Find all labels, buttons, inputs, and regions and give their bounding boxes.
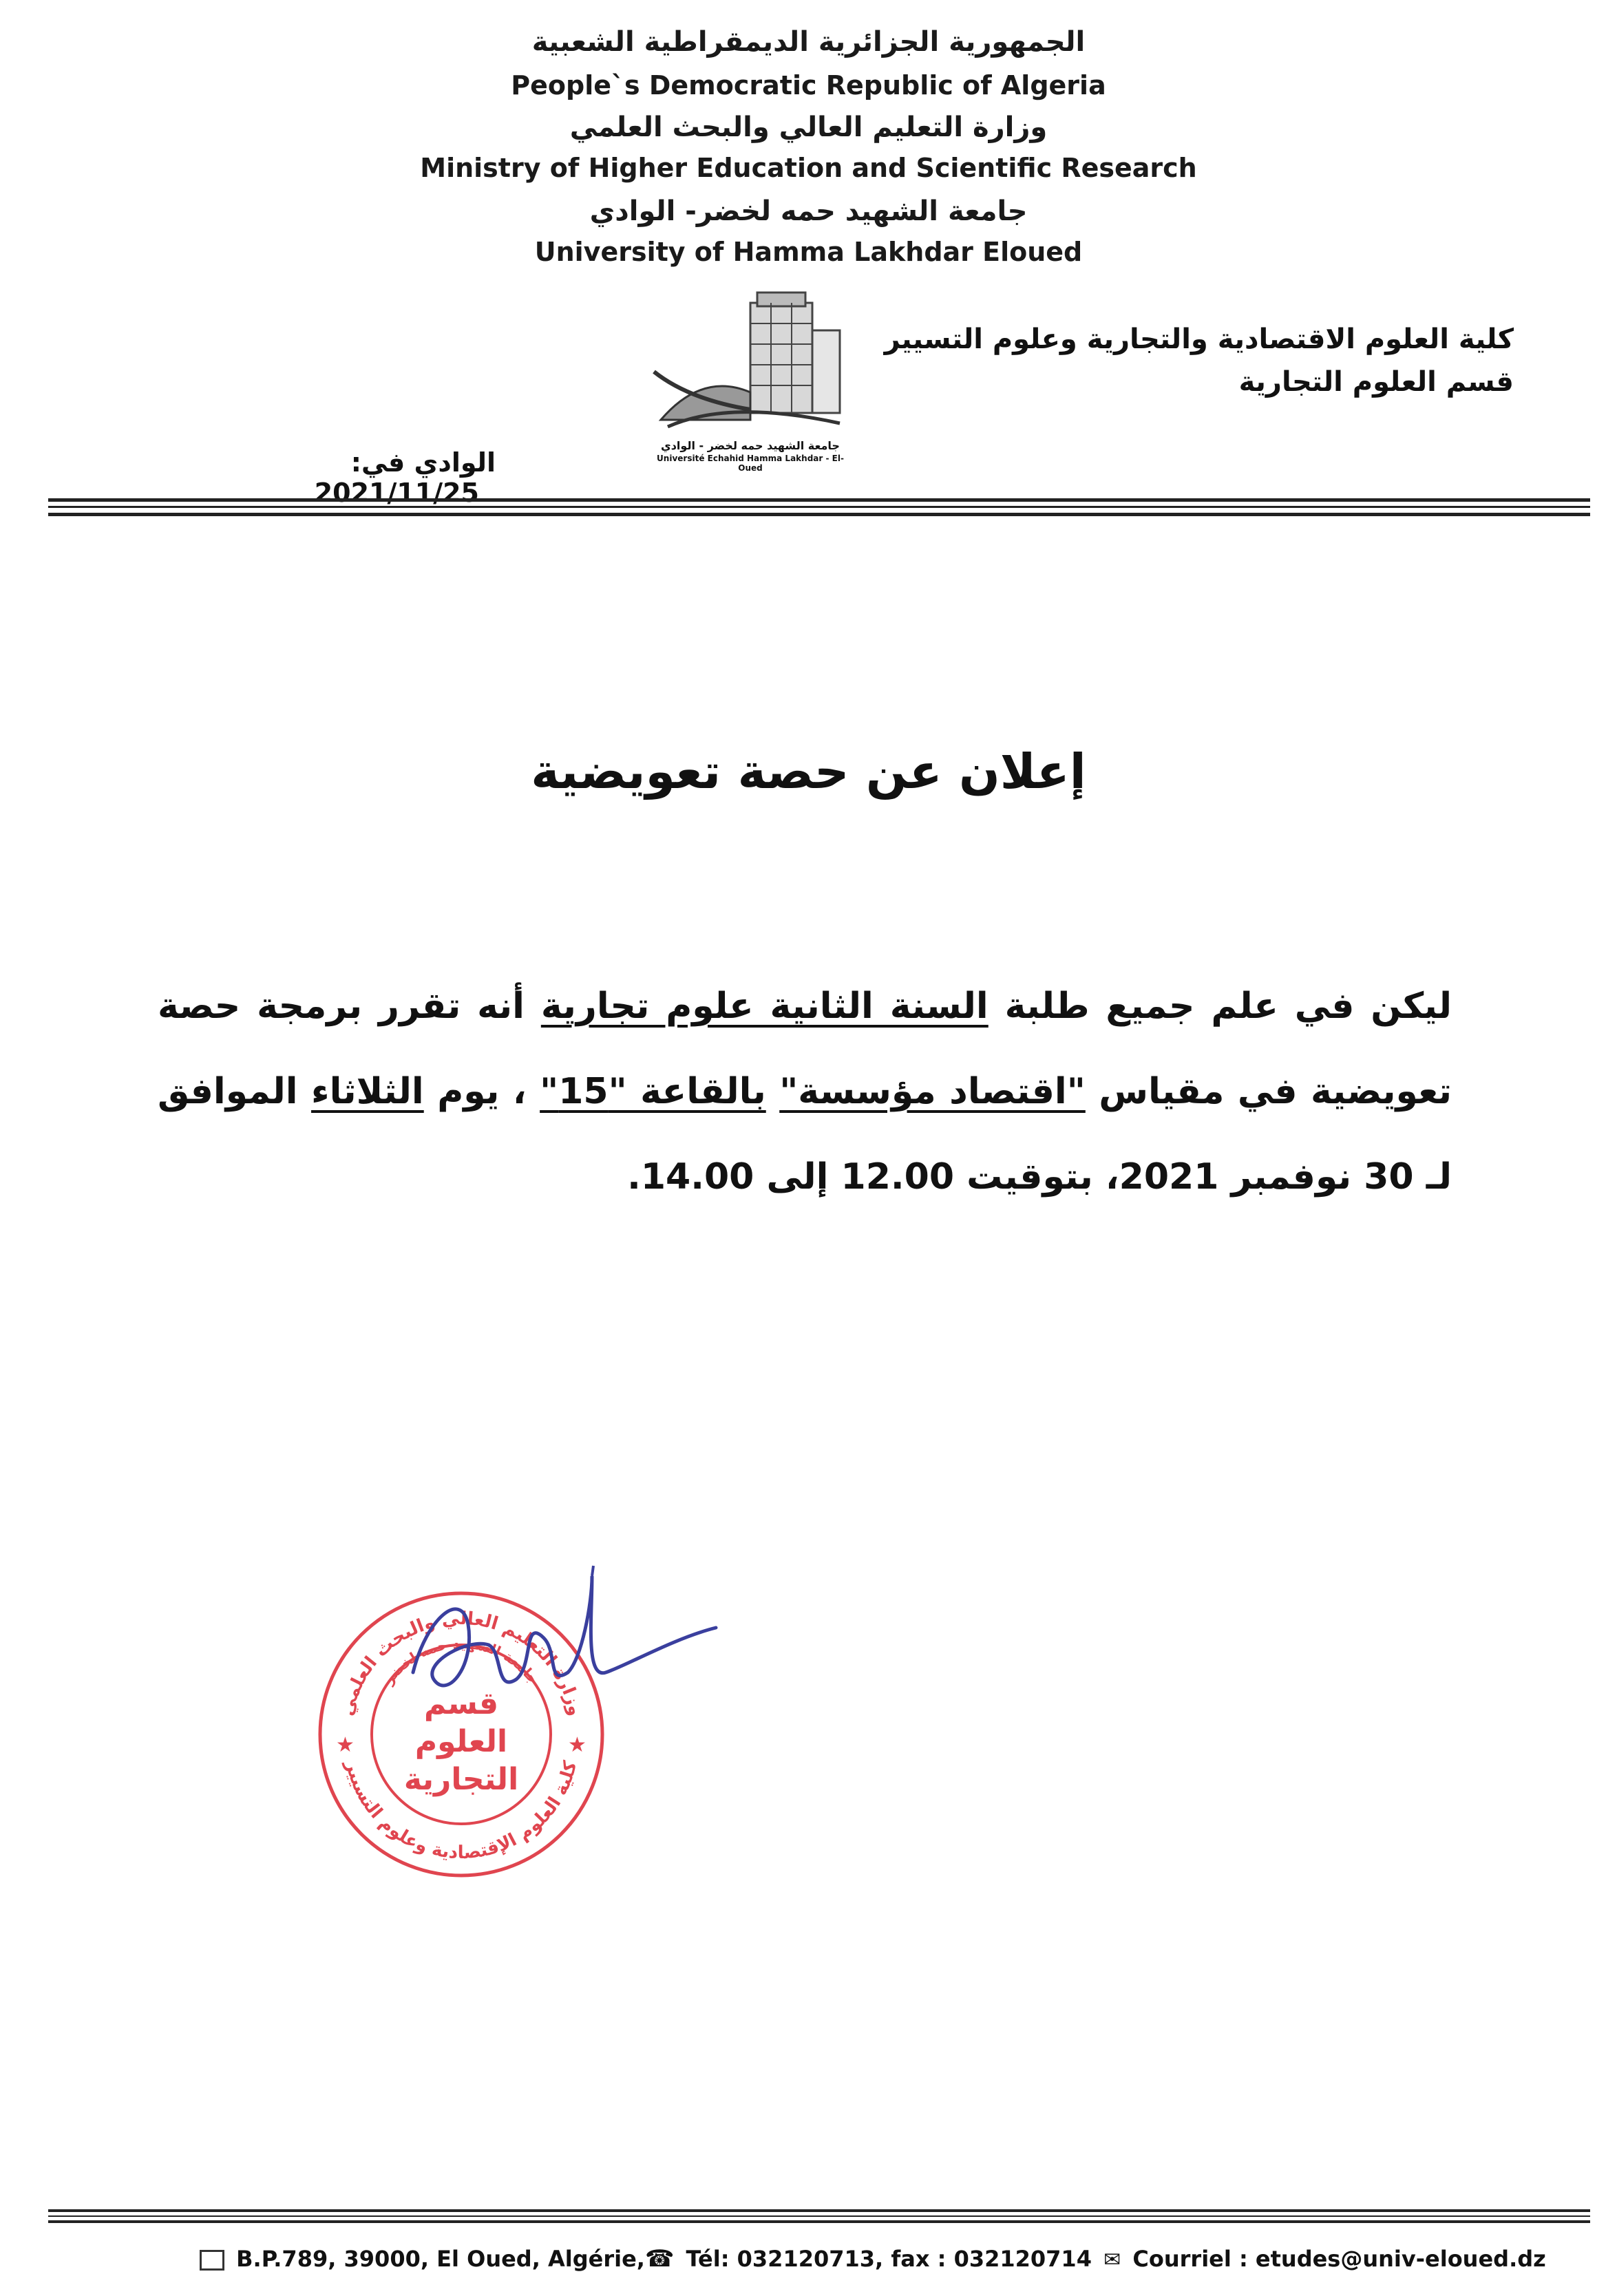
mailbox-icon — [200, 2250, 224, 2271]
footer-contact — [200, 2245, 1546, 2273]
stamp-center-line3: التجارية — [403, 1762, 519, 1797]
announcement-body — [158, 964, 1452, 1220]
department-name: قسم العلوم التجارية — [1238, 366, 1514, 398]
university-logo — [647, 289, 854, 473]
footer-address-group — [200, 2246, 645, 2272]
body-day-label: ، يوم — [423, 1071, 540, 1112]
header-rule-bottom — [48, 513, 1590, 516]
stamp-star-left-icon: ★ — [336, 1733, 355, 1757]
body-intro: ليكن في علم جميع طلبة — [988, 986, 1452, 1027]
footer-rule-middle — [48, 2215, 1590, 2217]
footer-address: B.P.789, 39000, El Oued, Algérie, — [236, 2246, 645, 2272]
date-value: 2021/11/25 — [314, 478, 479, 508]
date-label: الوادي في: — [350, 447, 496, 478]
stamp-ring-bottom: كلية العلوم الإقتصادية وعلوم التسيير — [341, 1758, 582, 1864]
stamp-center-line1: قسم — [423, 1686, 499, 1721]
ministry-english: Ministry of Higher Education and Scientific Research — [420, 153, 1197, 183]
footer-phone-group — [645, 2245, 1546, 2273]
stamp-ring-middle: جامعة الشهيد حمه لخضر — [380, 1635, 542, 1688]
university-english: University of Hamma Lakhdar Eloued — [534, 237, 1083, 267]
announcement-title: إعلان عن حصة تعويضية — [531, 743, 1086, 800]
ministry-arabic: وزارة التعليم العالي والبحث العلمي — [569, 111, 1048, 143]
email-icon: ✉ — [1103, 2248, 1121, 2272]
university-building-icon — [647, 289, 854, 434]
body-student-year: السنة الثانية علوم تجارية — [540, 986, 989, 1027]
logo-caption-french: Université Echahid Hamma Lakhdar - El-Oued — [657, 454, 844, 473]
footer-rule-top — [48, 2209, 1590, 2212]
stamp-star-right-icon: ★ — [568, 1733, 586, 1757]
body-day: الثلاثاء — [311, 1071, 424, 1112]
phone-icon: ☎ — [644, 2245, 675, 2273]
stamp-ring-top: وزارة التعليم العالي والبحث العلمي — [337, 1608, 586, 1718]
body-module-name: "اقتصاد مؤسسة" — [779, 1071, 1086, 1112]
republic-english: People`s Democratic Republic of Algeria — [511, 70, 1106, 100]
university-arabic: جامعة الشهيد حمه لخضر- الوادي — [589, 195, 1028, 227]
footer-rule-bottom — [48, 2220, 1590, 2223]
body-decision: أنه تقرر برمجة حصة تعويضية في مقياس — [158, 986, 1452, 1112]
footer-phone: Tél: 032120713, fax : 032120714 — [686, 2246, 1092, 2272]
faculty-name: كلية العلوم الاقتصادية والتجارية وعلوم التسيير — [884, 323, 1514, 355]
body-date-time: الموافق لـ 30 نوفمبر 2021، بتوقيت 12.00 إلى 14.00. — [158, 1071, 1452, 1198]
body-room: بالقاعة "15" — [540, 1071, 766, 1112]
signature — [385, 1562, 730, 1741]
stamp-center-line2: العلوم — [414, 1724, 508, 1759]
footer-email: Courriel : etudes@univ-eloued.dz — [1132, 2246, 1546, 2272]
header-rule-top — [48, 498, 1590, 502]
header-rule-middle — [48, 506, 1590, 508]
republic-arabic: الجمهورية الجزائرية الديمقراطية الشعبية — [531, 26, 1086, 58]
logo-caption-arabic: جامعة الشهيد حمه لخضر - الوادي — [661, 439, 840, 452]
